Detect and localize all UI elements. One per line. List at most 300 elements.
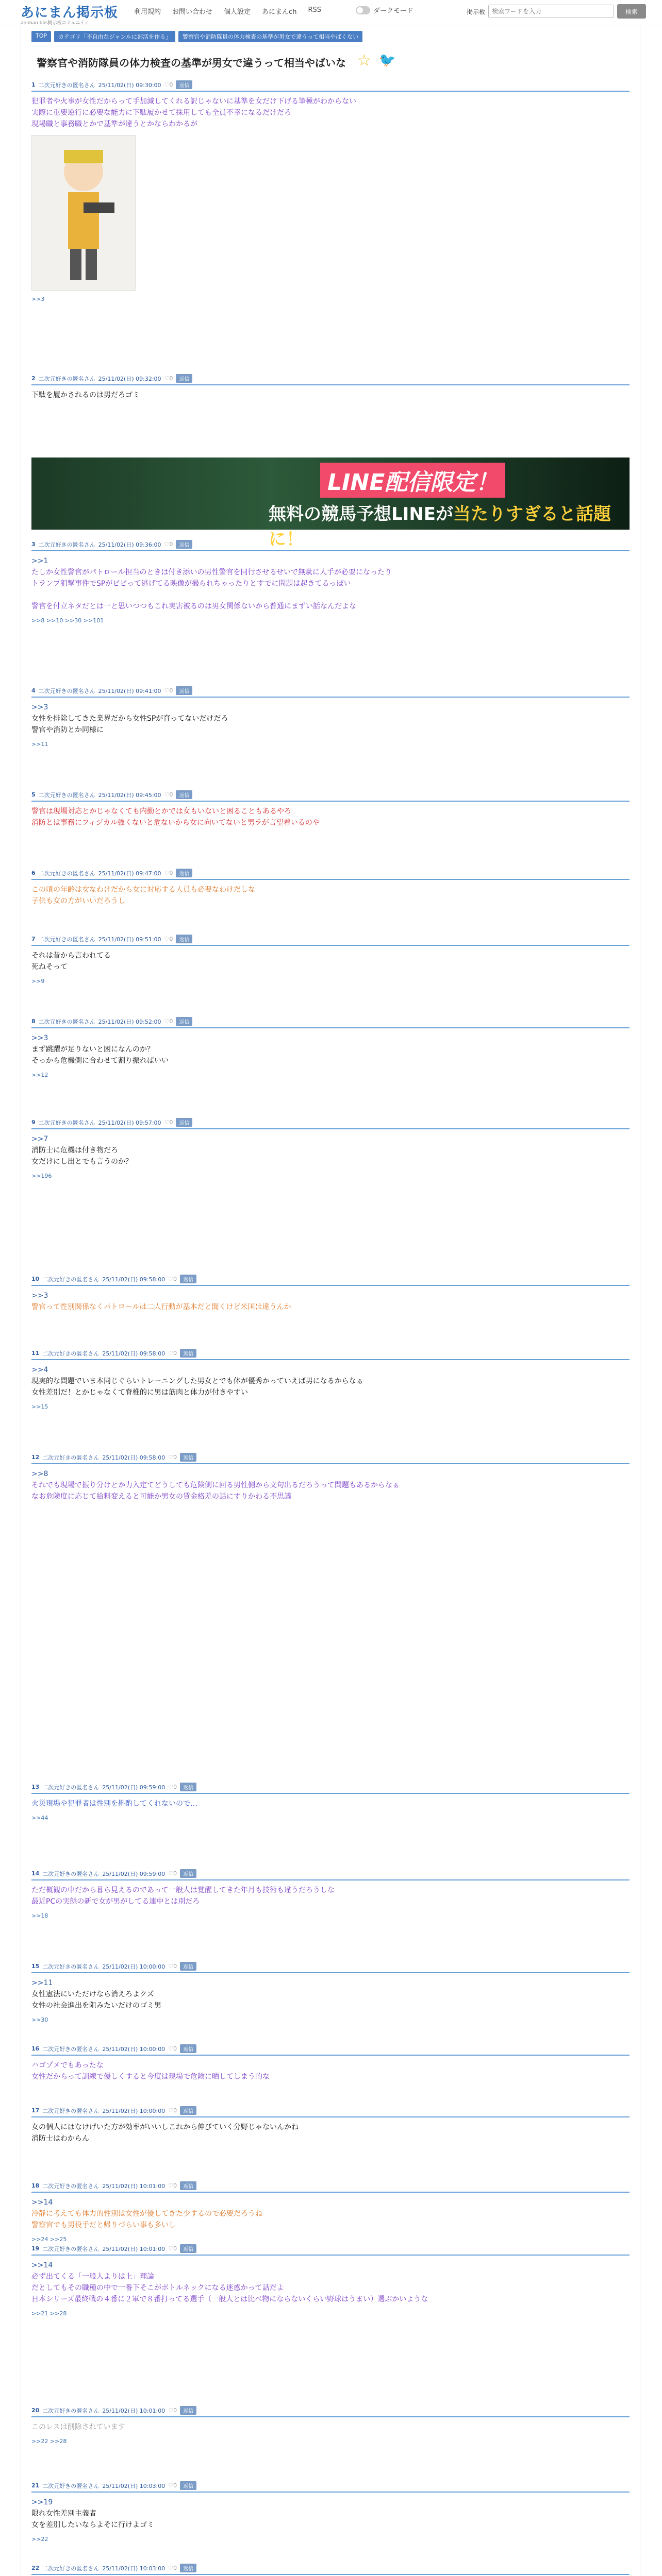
ad-subline-b: 当たりすぎると話題に！	[269, 504, 611, 550]
like-count-value: 0	[173, 2045, 177, 2052]
breadcrumb-thread[interactable]: 警察官や消防隊員の体力検査の基準が男女で違うって相当やばくない	[178, 31, 362, 42]
like-count[interactable]	[168, 1350, 177, 1357]
post-line: 女性差別だ！とかじゃなくて脊椎的に男は筋肉と体力が付きやすい	[31, 1388, 248, 1397]
post-header	[31, 935, 630, 946]
post-body	[31, 2197, 630, 2231]
heart-icon[interactable]: ♡	[168, 1963, 174, 1970]
post-author: 二次元好きの匿名さん	[38, 541, 95, 548]
post-header	[31, 2181, 630, 2193]
reply-anchor-link[interactable]: >>3	[31, 1034, 48, 1042]
nav-animanch[interactable]: あにまんch	[262, 8, 297, 16]
heart-icon[interactable]: ♡	[164, 687, 170, 694]
post-line: 女性の社会進出を阻みたいだけのゴミ男	[31, 2002, 161, 2010]
like-count-value: 0	[169, 1018, 173, 1025]
reply-anchor-link[interactable]: >>4	[31, 1366, 48, 1374]
favorite-star-icon[interactable]: ☆	[357, 52, 371, 70]
reply-links[interactable]: >>21 >>28	[31, 2310, 67, 2317]
reply-links[interactable]: >>22 >>28	[31, 2438, 67, 2445]
reply-button[interactable]: 返信	[180, 2564, 196, 2572]
like-count-value: 0	[169, 687, 173, 694]
post-author: 二次元好きの匿名さん	[38, 1119, 95, 1126]
post-line: 消防士に危機は付き物だろ	[31, 1146, 118, 1155]
post-header	[31, 2481, 630, 2493]
post-number[interactable]: 20	[31, 2407, 40, 2414]
reply-button[interactable]: 返信	[176, 686, 192, 695]
post	[31, 1869, 630, 1919]
top-bar	[0, 0, 662, 25]
reply-button[interactable]: 返信	[176, 790, 192, 799]
post-line: 警察官でも男役手だと帰りづらい事も多いし	[31, 2221, 176, 2229]
post-line: 消防とは事務にフィジカル強くないと危ないから女に向いてないと男ラが言望着いるのや	[31, 819, 320, 827]
post	[31, 2564, 630, 2576]
reply-anchor-link[interactable]: >>19	[31, 2498, 53, 2506]
post	[31, 2406, 630, 2445]
like-count[interactable]	[164, 870, 173, 876]
post-body	[31, 2497, 630, 2531]
reply-links[interactable]: >>18	[31, 1912, 48, 1919]
reply-anchor-link[interactable]: >>11	[31, 1979, 53, 1987]
post-header	[31, 2044, 630, 2056]
like-count-value: 0	[169, 936, 173, 942]
like-count[interactable]	[168, 1276, 177, 1282]
reply-button[interactable]: 返信	[176, 1118, 192, 1127]
reply-button[interactable]: 返信	[176, 540, 192, 549]
reply-links[interactable]: >>8 >>10 >>30 >>101	[31, 617, 104, 624]
post-line: 女性を排除してきた業界だから女性SPが育ってないだけだろ	[31, 715, 228, 723]
post-line: 消防士はわからん	[31, 2134, 89, 2143]
post-number[interactable]: 19	[31, 2245, 40, 2252]
post-date: 25/11/02(日) 09:30:00	[98, 81, 161, 89]
reply-button[interactable]: 返信	[180, 1783, 196, 1791]
post-date: 25/11/02(日) 09:59:00	[102, 1784, 166, 1791]
post-date: 25/11/02(日) 10:01:00	[102, 2407, 166, 2414]
reply-links[interactable]: >>11	[31, 741, 48, 748]
post	[31, 790, 630, 828]
post-author: 二次元好きの匿名さん	[38, 791, 95, 799]
post-header	[31, 1349, 630, 1360]
post-body	[31, 1290, 630, 1313]
post-date: 25/11/02(日) 10:00:00	[102, 2107, 166, 2114]
heart-icon[interactable]: ♡	[164, 81, 170, 88]
reply-button[interactable]: 返信	[180, 2181, 196, 2190]
like-count-value: 0	[169, 541, 173, 548]
post-number[interactable]: 9	[31, 1119, 36, 1126]
reply-button[interactable]: 返信	[180, 1869, 196, 1878]
reply-anchor-link[interactable]: >>14	[31, 2261, 53, 2269]
like-count[interactable]	[168, 1870, 177, 1877]
post-date: 25/11/02(日) 09:57:00	[98, 1119, 161, 1126]
post-body	[31, 1977, 630, 2011]
post	[31, 1349, 630, 1410]
post-line: 警官は現場対応とかじゃなくても内勤とかでは女もいないと困ることもあるやろ	[31, 807, 291, 816]
reply-links[interactable]: >>196	[31, 1173, 52, 1179]
post-body	[31, 96, 630, 291]
toggle-switch-icon[interactable]	[356, 6, 370, 14]
post-line: 冷静に考えても体力的性別は女性が優してきた少するので必要だろうね	[31, 2210, 262, 2218]
post-body	[31, 950, 630, 973]
heart-icon[interactable]: ♡	[168, 2107, 174, 2114]
like-count[interactable]	[168, 2245, 177, 2252]
post-line: 女の個人にはなけげいた方が効率がいいしこれから伸びていく分野じゃないんかね	[31, 2123, 299, 2131]
post-date: 25/11/02(日) 09:45:00	[98, 791, 161, 799]
post	[31, 1017, 630, 1078]
post-line: 現場職と事務職とかで基準が違うとかならわかるが	[31, 120, 197, 128]
post	[31, 2481, 630, 2543]
post-number[interactable]: 17	[31, 2107, 40, 2114]
post-line: 女だけにし出とでも言うのか？	[31, 1158, 133, 1166]
post-header	[31, 374, 630, 385]
post-header	[31, 1118, 630, 1129]
like-count[interactable]	[168, 1784, 177, 1790]
like-count-value: 0	[173, 1870, 177, 1877]
reply-button[interactable]: 返信	[180, 1453, 196, 1462]
post-header	[31, 2106, 630, 2117]
post-author: 二次元好きの匿名さん	[42, 2045, 100, 2053]
logo-text[interactable]: あにまん掲示板	[21, 5, 119, 21]
like-count-value: 0	[173, 1350, 177, 1357]
reply-button[interactable]: 返信	[176, 374, 192, 383]
heart-icon[interactable]: ♡	[164, 541, 170, 548]
post-body	[31, 1133, 630, 1167]
like-count-value: 0	[169, 870, 173, 876]
search-button[interactable]: 検索	[617, 4, 646, 19]
like-count-value: 0	[173, 2565, 177, 2571]
reply-anchor-link[interactable]: >>7	[31, 1135, 48, 1143]
nav-contact[interactable]: お問い合わせ	[172, 8, 213, 16]
reply-links[interactable]: >>12	[31, 1072, 48, 1078]
post-header	[31, 1275, 630, 1286]
post	[31, 1118, 630, 1179]
post-line: 必ず出てくる「一般人よりは上」理論	[31, 2273, 154, 2281]
reply-button[interactable]: 返信	[176, 869, 192, 877]
post-date: 25/11/02(日) 09:58:00	[102, 1454, 166, 1461]
heart-icon[interactable]: ♡	[164, 791, 170, 798]
like-count[interactable]	[168, 1454, 177, 1461]
post-body	[31, 702, 630, 736]
post	[31, 935, 630, 985]
post-date: 25/11/02(日) 09:58:00	[102, 1276, 166, 1283]
reply-links[interactable]: >>30	[31, 2016, 48, 2023]
post-author: 二次元好きの匿名さん	[42, 1784, 100, 1791]
like-count[interactable]	[164, 375, 173, 382]
like-count[interactable]	[164, 81, 173, 88]
post-line: ただ概観の中だから暮ら見えるのであって一般人は覚醒してきた年月も技術も違うだろうしな	[31, 1886, 335, 1894]
reply-button[interactable]: 返信	[180, 2044, 196, 2053]
post-date: 25/11/02(日) 10:00:00	[102, 2045, 166, 2053]
nav-terms[interactable]: 利用規約	[134, 8, 161, 16]
like-count[interactable]	[168, 2565, 177, 2571]
post-header	[31, 869, 630, 880]
post-header	[31, 1869, 630, 1880]
like-count[interactable]	[168, 1963, 177, 1970]
reply-links[interactable]: >>24 >>25	[31, 2236, 67, 2243]
heart-icon[interactable]: ♡	[164, 1119, 170, 1126]
breadcrumb	[31, 31, 362, 42]
like-count-value: 0	[173, 2407, 177, 2414]
post-number[interactable]: 22	[31, 2565, 40, 2571]
reply-button[interactable]: 返信	[180, 2244, 196, 2253]
dark-mode-toggle[interactable]	[356, 5, 413, 15]
heart-icon[interactable]: ♡	[168, 2407, 174, 2414]
like-count[interactable]	[168, 2182, 177, 2189]
like-count-value: 0	[169, 81, 173, 88]
post	[31, 869, 630, 907]
reply-links[interactable]: >>9	[31, 978, 45, 985]
post-number[interactable]: 21	[31, 2482, 40, 2489]
search-bar	[467, 4, 646, 19]
post-date: 25/11/02(日) 09:59:00	[102, 1870, 166, 1877]
heart-icon[interactable]: ♡	[168, 2482, 174, 2489]
post-body	[31, 2122, 630, 2144]
thread-title: 警察官や消防隊員の体力検査の基準が男女で違うって相当やばいな	[37, 57, 346, 69]
like-count-value: 0	[173, 2245, 177, 2252]
post-body	[31, 389, 630, 401]
breadcrumb-top[interactable]: TOP	[31, 31, 51, 42]
reply-links[interactable]: >>3	[31, 296, 45, 302]
post-author: 二次元好きの匿名さん	[42, 1963, 100, 1970]
post	[31, 540, 630, 624]
post-number[interactable]: 8	[31, 1018, 36, 1025]
post	[31, 80, 630, 302]
post-line: 現実的な問題でいま本同じぐらいトレーニングした男女とでも体が優秀かっていえば男になるからなぁ	[31, 1377, 363, 1385]
post	[31, 2044, 630, 2082]
post-author: 二次元好きの匿名さん	[38, 375, 95, 382]
post-line: 犯罪者や火事が女性だからって手加減してくれる訳じゃないに基準を女だけ下げる筆極がわからない	[31, 97, 356, 106]
post-header	[31, 1017, 630, 1028]
post	[31, 2106, 630, 2144]
heart-icon[interactable]: ♡	[168, 2245, 174, 2252]
like-count[interactable]	[164, 687, 173, 694]
post-number[interactable]: 2	[31, 375, 36, 382]
post-author: 二次元好きの匿名さん	[38, 81, 95, 89]
main-content	[21, 25, 640, 2576]
post-author: 二次元好きの匿名さん	[42, 1454, 100, 1461]
like-count[interactable]	[168, 2482, 177, 2489]
post	[31, 1783, 630, 1821]
post-body	[31, 2421, 630, 2433]
post-line: だとしてもその職種の中で一番下そこがボトルネックになる迷惑かって話だよ	[31, 2284, 284, 2292]
post-body	[31, 1798, 630, 1809]
like-count-value: 0	[173, 2107, 177, 2114]
post-number[interactable]: 4	[31, 687, 36, 694]
post-line: 実際に重要逆行に必要な能力に下駄履かせて採用しても全員不幸になるだけだろ	[31, 109, 291, 117]
dark-mode-label: ダークモード	[373, 7, 413, 15]
logo-subtitle: animan bbs掲示板コミュニティ	[21, 21, 89, 26]
post	[31, 2181, 630, 2243]
post-line: たしか女性警官がパトロール担当のときは付き添いの男性警官を同行させるせいで無駄に人手が必要になったり	[31, 568, 392, 577]
post-line: 火災現場や犯罪者は性別を斟酌してくれないので…	[31, 1800, 197, 1808]
post-line: ハゴゾメでもあったな	[31, 2061, 104, 2070]
reply-button[interactable]: 返信	[180, 1962, 196, 1971]
breadcrumb-category[interactable]: カテゴリ「不自由なジャンルに部活を作る」	[54, 31, 175, 42]
like-count[interactable]	[164, 1119, 173, 1126]
reply-button[interactable]: 返信	[176, 80, 192, 89]
post-line: このレスは削除されています	[31, 2423, 125, 2431]
reply-button[interactable]: 返信	[180, 2481, 196, 2490]
post-header	[31, 790, 630, 802]
post	[31, 2244, 630, 2317]
like-count-value: 0	[173, 1963, 177, 1970]
post-line: この頃の年齢は女なわけだから女に対応する人員も必要なわけだしな	[31, 886, 255, 894]
reply-links[interactable]: >>44	[31, 1815, 48, 1821]
post-author: 二次元好きの匿名さん	[38, 936, 95, 943]
post-number[interactable]: 16	[31, 2045, 40, 2052]
post-date: 25/11/02(日) 09:41:00	[98, 687, 161, 694]
post-body	[31, 884, 630, 907]
like-count[interactable]	[164, 791, 173, 798]
post-date: 25/11/02(日) 10:00:00	[102, 1963, 166, 1970]
post	[31, 1453, 630, 1502]
post-line	[31, 589, 630, 601]
like-count-value: 0	[169, 1119, 173, 1126]
post-header	[31, 1453, 630, 1464]
post-number[interactable]: 10	[31, 1276, 40, 1282]
post-number[interactable]: 5	[31, 791, 36, 798]
like-count-value: 0	[169, 375, 173, 382]
heart-icon[interactable]: ♡	[168, 1870, 174, 1877]
police-illustration-image[interactable]	[31, 135, 136, 291]
post-number[interactable]: 13	[31, 1784, 40, 1790]
like-count[interactable]	[164, 936, 173, 942]
post-author: 二次元好きの匿名さん	[42, 2245, 100, 2252]
post-date: 25/11/02(日) 09:32:00	[98, 375, 161, 382]
post-line: そっから危機側に合わせて割り振ればいい	[31, 1057, 169, 1065]
post-number[interactable]: 18	[31, 2182, 40, 2189]
post-date: 25/11/02(日) 10:03:00	[102, 2565, 166, 2572]
reply-button[interactable]: 返信	[180, 2106, 196, 2115]
post-number[interactable]: 7	[31, 936, 36, 942]
like-count[interactable]	[168, 2107, 177, 2114]
post-line: 警官や消防とか同様に	[31, 726, 104, 734]
post-line: 最近PCの実態の新で女が男がしてる連中とは別だろ	[31, 1897, 200, 1906]
site-logo[interactable]	[21, 2, 118, 26]
post-author: 二次元好きの匿名さん	[42, 2565, 100, 2572]
post-author: 二次元好きの匿名さん	[42, 2482, 100, 2489]
heart-icon[interactable]: ♡	[164, 1018, 170, 1025]
like-count[interactable]	[164, 1018, 173, 1025]
nav-settings[interactable]: 個人設定	[224, 8, 251, 16]
post-line: 女性だからって訓練で優しくすると今度は現場で危険に晒してしまう的な	[31, 2073, 270, 2081]
post-author: 二次元好きの匿名さん	[42, 2182, 100, 2190]
post-line: 下駄を履かされるのは男だろゴミ	[31, 391, 140, 399]
post-number[interactable]: 15	[31, 1963, 40, 1970]
post-body	[31, 2260, 630, 2305]
reply-button[interactable]: 返信	[180, 1275, 196, 1283]
heart-icon[interactable]: ♡	[168, 2565, 174, 2571]
heart-icon[interactable]: ♡	[168, 1350, 174, 1357]
post-number[interactable]: 12	[31, 1454, 40, 1461]
post-date: 25/11/02(日) 09:52:00	[98, 1018, 161, 1025]
nav-rss[interactable]: RSS	[308, 6, 321, 14]
post-date: 25/11/02(日) 10:01:00	[102, 2182, 166, 2190]
post	[31, 686, 630, 748]
heart-icon[interactable]: ♡	[168, 2045, 174, 2052]
post-body	[31, 1032, 630, 1066]
post-body	[31, 555, 630, 612]
post-author: 二次元好きの匿名さん	[38, 1018, 95, 1025]
reply-button[interactable]: 返信	[180, 1349, 196, 1358]
post-author: 二次元好きの匿名さん	[42, 2107, 100, 2114]
post-date: 25/11/02(日) 09:36:00	[98, 541, 161, 548]
post-body	[31, 806, 630, 828]
post-body	[31, 1468, 630, 1502]
post-number[interactable]: 1	[31, 81, 36, 88]
like-count[interactable]	[168, 2045, 177, 2052]
post-author: 二次元好きの匿名さん	[42, 1870, 100, 1877]
post	[31, 1275, 630, 1313]
reply-links[interactable]: >>22	[31, 2536, 48, 2543]
like-count-value: 0	[173, 2482, 177, 2489]
reply-links[interactable]: >>15	[31, 1403, 48, 1410]
post-author: 二次元好きの匿名さん	[42, 1276, 100, 1283]
post-line: なお危険度に応じて給料変えると可能か男女の賃金格差の話にすりかわる不思議	[31, 1493, 291, 1501]
post-number[interactable]: 14	[31, 1870, 40, 1877]
post	[31, 374, 630, 401]
post-number[interactable]: 3	[31, 541, 36, 548]
post-number[interactable]: 6	[31, 870, 36, 876]
post-line: 死ねそって	[31, 963, 68, 971]
post-line: それでも現場で振り分けとか力入定てどうしても危険側に回る男性側から文句出るだろうって問題もあるからなぁ	[31, 1481, 400, 1489]
post-date: 25/11/02(日) 09:58:00	[102, 1350, 166, 1357]
post-number[interactable]: 11	[31, 1350, 40, 1357]
heart-icon[interactable]: ♡	[168, 2182, 174, 2189]
reply-anchor-link[interactable]: >>3	[31, 703, 48, 711]
post-header	[31, 540, 630, 551]
heart-icon[interactable]: ♡	[168, 1784, 174, 1790]
search-scope-label[interactable]: 掲示板	[467, 8, 486, 15]
post-header	[31, 2244, 630, 2256]
post-header	[31, 2564, 630, 2575]
reply-button[interactable]: 返信	[176, 935, 192, 943]
post-header	[31, 1783, 630, 1794]
heart-icon[interactable]: ♡	[164, 375, 170, 382]
like-count-value: 0	[173, 1784, 177, 1790]
post-body	[31, 1364, 630, 1398]
reply-anchor-link[interactable]: >>1	[31, 557, 48, 565]
post-author: 二次元好きの匿名さん	[42, 2407, 100, 2414]
post-line: トランプ狙撃事件でSPがビビって逃げてる映像が撮られちゃったりとすでに問題は起きてるっぽい	[31, 580, 351, 588]
post-line: 日本シリーズ最終戦の４番に２軍で８番打ってる選手（一般人とは比べ物にならないくらい野球はうまい）選ぶかいような	[31, 2295, 428, 2303]
like-count[interactable]	[164, 541, 173, 548]
search-input[interactable]	[488, 5, 614, 18]
reply-anchor-link[interactable]: >>3	[31, 1292, 48, 1300]
twitter-share-icon[interactable]: 🐦	[379, 53, 396, 68]
post-header	[31, 80, 630, 92]
like-count[interactable]	[168, 2407, 177, 2414]
heart-icon[interactable]: ♡	[168, 1454, 174, 1461]
reply-anchor-link[interactable]: >>14	[31, 2198, 53, 2207]
reply-anchor-link[interactable]: >>8	[31, 1470, 48, 1478]
post-date: 25/11/02(日) 09:47:00	[98, 870, 161, 877]
ad-headline: LINE配信限定！	[320, 463, 505, 498]
post-line: 女を差別したいならよそに行けよゴミ	[31, 2521, 154, 2529]
post-line: まず跳躍が足りないと困になんのか？	[31, 1045, 154, 1054]
like-count-value: 0	[173, 2182, 177, 2189]
post-author: 二次元好きの匿名さん	[42, 1350, 100, 1357]
heart-icon[interactable]: ♡	[164, 936, 170, 942]
reply-button[interactable]: 返信	[180, 2406, 196, 2415]
like-count-value: 0	[169, 791, 173, 798]
heart-icon[interactable]: ♡	[164, 870, 170, 876]
post-date: 25/11/02(日) 10:03:00	[102, 2482, 166, 2489]
reply-button[interactable]: 返信	[176, 1017, 192, 1026]
post-line: 警官を付立ネタだとは一と思いつつもこれ実害被るのは男女関係ないから普通にまずい話なんだよな	[31, 602, 356, 611]
post-date: 25/11/02(日) 09:51:00	[98, 936, 161, 943]
heart-icon[interactable]: ♡	[168, 1276, 174, 1282]
like-count-value: 0	[173, 1276, 177, 1282]
post-line: 女性憲法にいただけなら消えろよクズ	[31, 1990, 154, 1998]
post-line: それは昔から言われてる	[31, 952, 111, 960]
